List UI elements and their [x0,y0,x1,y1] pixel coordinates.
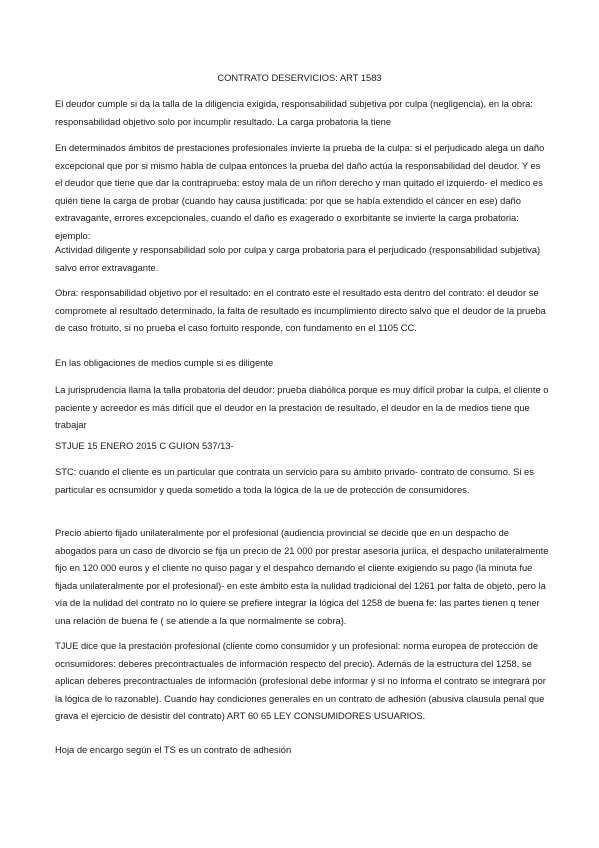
paragraph-2: En determinados ámbitos de prestaciones profesionales invierte la prueba de la culpa: si el perjudicado alega un daño excepcional que por si mismo habla de culpaa entonces la prueba del daño actúa la responsabilidad del deudor. Y es el deudor que tiene que dar la contraprueba: estoy mala de un riñon derecho y man quitado el izquierdo- el medico es quién tiene la carga de probar (cuando hay causa justificada: por que se había extendido el cáncer en ese) daño extravagante, errores excepcionales, cuando el daño es exagerado o exorbitante se invierte la carga probatoria: ejemplo: [55,143,545,241]
paragraph-7: STJUE 15 ENERO 2015 C GUION 537/13- [55,441,234,451]
paragraph-5: En las obligaciones de medios cumple si es diligente [55,358,274,368]
paragraph-3: Actividad diligente y responsabilidad solo por culpa y carga probatoria para el perjudicado (responsabilidad subjetiva) salvo error extravagante. [55,245,541,273]
paragraph-1: El deudor cumple si da la talla de la diligencia exigida, responsabilidad subjetiva por culpa (negligencia), en la obra: responsabilidad objetivo solo por incumplir resultado. La carga probatoria la tiene [55,99,533,127]
paragraph-9: Precio abierto fijado unilateralmente por el profesional (audiencia provincial se decide que en un despacho de abogados para un caso de divorcio se fija un precio de 21 000 por prestar asesoría juríica, el despacho unilateralmente fijo en 120 000 euros y el cliente no quiso pagar y el despahco demando el cliente exigiendo su pago (la minuta fue fijada unilateralmente por el profesional)- en este ámbito esta la nulidad tradicional del 1261 por falta de objeto, pero la vía de la nulidad del contrato no lo quiere se prefiere integrar la lógica del 1258 de buena fe: las partes tienen q tener una relación de buena fe ( se atiende a la que normalmente se cobra). [55,528,549,626]
paragraph-11: Hoja de encargo según el TS es un contrato de adhesión [55,745,292,755]
paragraph-4: Obra: responsabilidad objetivo por el resultado: en el contrato este el resultado esta dentro del contrato: el deudor se compromete al resultado determinado, la falta de resultado es incumplimiento directo salvo que el deudor de la prueba de caso frotuito, si no prueba el caso fortuito responde, con fundamento en el 1105 CC. [55,288,546,333]
paragraph-10: TJUE dice que la prestación profesional (cliente como consumidor y un profesional: norma europea de protección de ocnsumidores: deberes precontractuales de información respecto del precio). Además de la estructura del 1258, se aplican deberes precontractuales de información (profesional debe informar y si no informa el contrato se integrará por la lógica de lo razonable). Cuando hay condiciones generales en un contrato de adhesión (abusiva clausula penal que grava el ejercicio de desistir del contrato) ART 60 65 LEY CONSUMIDORES USUARIOS. [55,641,546,721]
paragraph-6: La jurisprudencia llama la talla probatoria del deudor: prueba diabólica porque es muy difícil probar la culpa, el cliente o paciente y acreedor es más difícil que el deudor en la prestación de resultado, el deudor en la de medios tiene que trabajar [55,385,549,430]
paragraph-8: STC: cuando el cliente es un particular que contrata un servicio para su ámbito privado- contrato de consumo. Si es particular es ocnsumidor y queda sometido a toda la lógica de la ue de protección de consumidores. [55,467,534,495]
document-title: CONTRATO DESERVICIOS: ART 1583 [217,73,382,83]
